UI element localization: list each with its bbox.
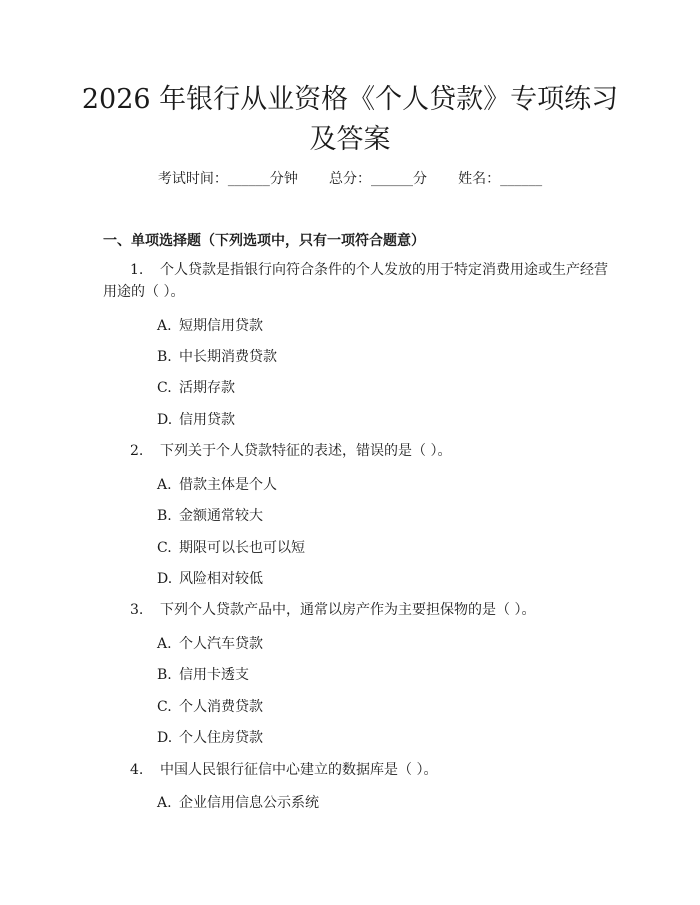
question-3-text: 下列个人贷款产品中，通常以房产作为主要担保物的是（ ）。: [160, 602, 536, 618]
option-text: 个人汽车贷款: [179, 636, 263, 652]
exam-info-line: [0, 168, 700, 188]
option-text: 中长期消费贷款: [179, 349, 277, 365]
option-text: 个人消费贷款: [179, 699, 263, 715]
score-blank: ______: [371, 171, 413, 187]
option-3d: [157, 727, 263, 747]
option-letter: C.: [157, 540, 172, 556]
option-text: 企业信用信息公示系统: [179, 795, 319, 811]
option-2a: [157, 474, 277, 494]
option-1b: [157, 346, 277, 366]
section-title: 一、单项选择题（下列选项中，只有一项符合题意）: [103, 233, 425, 249]
option-text: 信用贷款: [179, 412, 235, 428]
option-2d: [157, 568, 263, 588]
option-letter: D.: [157, 730, 173, 746]
option-1d: [157, 409, 235, 429]
name-label: 姓名：: [458, 171, 501, 187]
title-line-2: 及答案: [309, 124, 391, 155]
option-text: 短期信用贷款: [179, 318, 263, 334]
option-3b: [157, 664, 249, 684]
question-1-text-line-1: 个人贷款是指银行向符合条件的个人发放的用于特定消费用途或生产经营: [160, 262, 608, 278]
question-number: 1.: [130, 262, 144, 278]
option-text: 借款主体是个人: [179, 477, 277, 493]
score-label: 总分：: [329, 171, 371, 187]
option-3c: [157, 696, 263, 716]
option-text: 活期存款: [179, 380, 235, 396]
title-line-1: 2026 年银行从业资格《个人贷款》专项练习: [81, 84, 619, 115]
option-4a: [157, 792, 319, 812]
document-title: [60, 80, 640, 160]
question-number: 3.: [130, 602, 144, 618]
option-letter: A.: [157, 795, 172, 811]
option-text: 风险相对较低: [179, 571, 263, 587]
option-1a: [157, 315, 263, 335]
option-text: 金额通常较大: [179, 508, 263, 524]
option-text: 信用卡透支: [179, 667, 249, 683]
time-blank: ______: [227, 171, 270, 187]
question-2-text: 下列关于个人贷款特征的表述，错误的是（ ）。: [160, 443, 452, 459]
option-3a: [157, 633, 263, 653]
score-unit: 分: [413, 171, 427, 187]
option-letter: A.: [157, 636, 172, 652]
option-1c: [157, 377, 235, 397]
question-1-text-line-2: 用途的（ ）。: [103, 284, 185, 300]
option-letter: A.: [157, 477, 172, 493]
question-number: 4.: [130, 762, 144, 778]
option-letter: C.: [157, 380, 172, 396]
question-4-text: 中国人民银行征信中心建立的数据库是（ ）。: [160, 762, 438, 778]
option-letter: B.: [157, 349, 172, 365]
option-letter: B.: [157, 508, 172, 524]
option-text: 个人住房贷款: [179, 730, 263, 746]
option-letter: B.: [157, 667, 172, 683]
name-blank: ______: [500, 171, 543, 187]
question-number: 2.: [130, 443, 144, 459]
option-2b: [157, 505, 263, 525]
option-text: 期限可以长也可以短: [179, 540, 305, 556]
time-unit: 分钟: [269, 171, 298, 187]
option-letter: A.: [157, 318, 172, 334]
time-label: 考试时间：: [157, 171, 228, 187]
option-2c: [157, 537, 305, 557]
option-letter: D.: [157, 412, 173, 428]
option-letter: D.: [157, 571, 173, 587]
option-letter: C.: [157, 699, 172, 715]
